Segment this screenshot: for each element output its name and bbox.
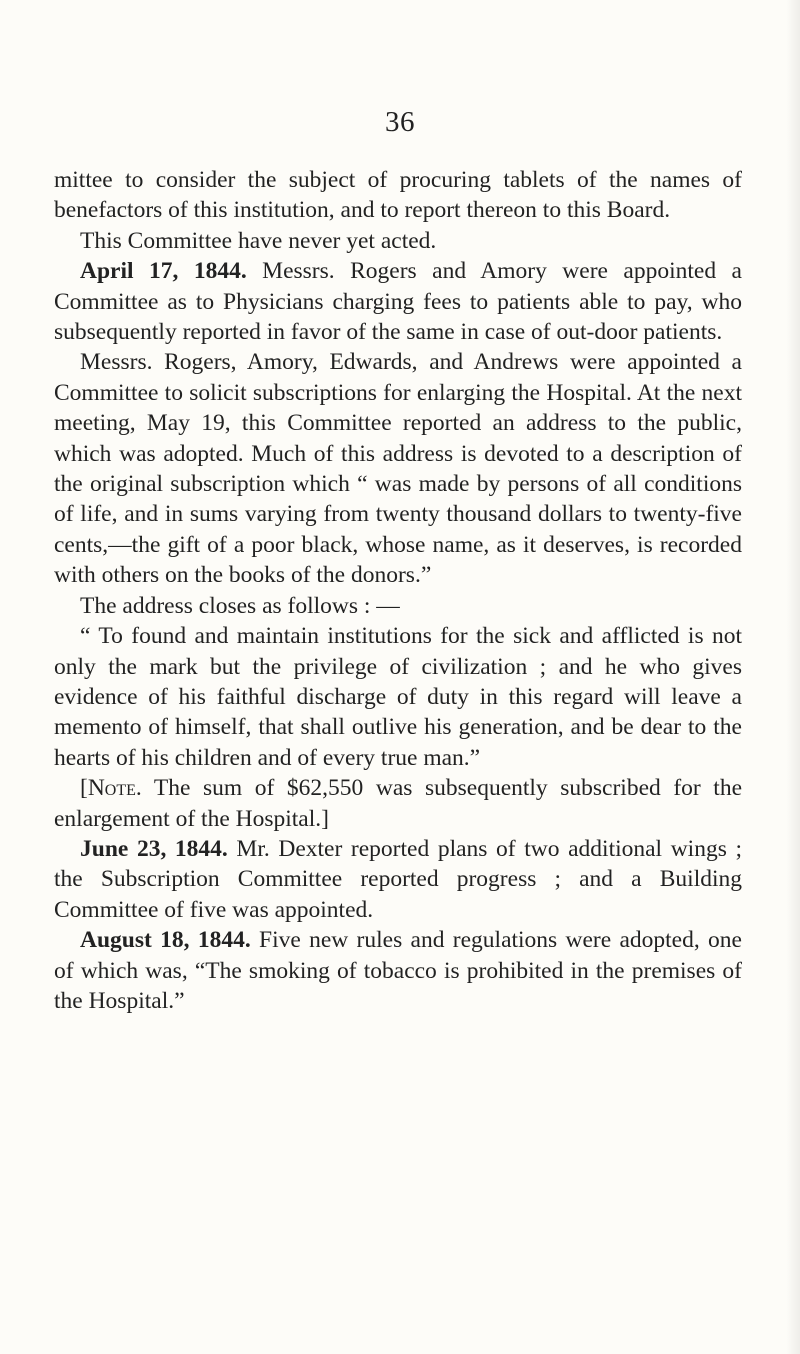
paragraph-june-1844 [54, 834, 742, 925]
paragraph-april-1844 [54, 256, 742, 347]
note-label: Note. [87, 775, 142, 802]
note-open-bracket: [ [80, 775, 88, 802]
entry-text: Messrs. Rogers and Amory were appointed a Committee as to Physicians charging fees to patients able to pay, who subsequently reported in favor of the same in case of out-door patients. [54, 258, 742, 346]
paragraph-address-quote: “ To found and maintain institutions for the sick and afflicted is not only the mark but the privilege of civilization ; and he who gives evidence of his faithful discharge of duty in this regard will leave a memento of himself, that shall outlive his generation, and be dear to the hearts of his children and of every true man.” [54, 623, 742, 771]
page-edge-shadow [786, 0, 800, 1354]
entry-date: April 17, 1844. [80, 258, 247, 285]
entry-date: August 18, 1844. [80, 927, 251, 954]
paragraph-note [54, 773, 742, 834]
note-text: The sum of $62,550 was subsequently subscribed for the enlargement of the Hospital.] [54, 775, 742, 832]
paragraph-continued: mittee to consider the subject of procuring tablets of the names of benefactors of this institution, and to report thereon to this Board. [54, 167, 742, 224]
paragraph-committee-note: This Committee have never yet acted. [80, 227, 437, 254]
paragraph-august-1844 [54, 925, 742, 1016]
entry-text: Mr. Dexter reported plans of two additional wings ; the Subscription Committee reported progress ; and a Building Committee of five was appointed. [54, 835, 742, 923]
entry-text: Five new rules and regulations were adopted, one of which was, “The smoking of tobacco is prohibited in the premises of the Hospital.” [54, 927, 742, 1014]
entry-date: June 23, 1844. [80, 835, 228, 862]
paragraph-subscriptions: Messrs. Rogers, Amory, Edwards, and Andrews were appointed a Committee to solicit subscriptions for enlarging the Hospital. At the next meeting, May 19, this Committee reported an address to the public, which was adopted. Much of this address is devoted to a description of the original subscription which “ was made by persons of all conditions of life, and in sums varying from twenty thousand dollars to twenty-five cents,—the gift of a poor black, whose name, as it deserves, is recorded with others on the books of the donors.” [54, 349, 742, 589]
page-number: 36 [385, 106, 415, 138]
body-text [54, 165, 742, 1016]
paragraph-address-intro: The address closes as follows : — [80, 592, 400, 619]
